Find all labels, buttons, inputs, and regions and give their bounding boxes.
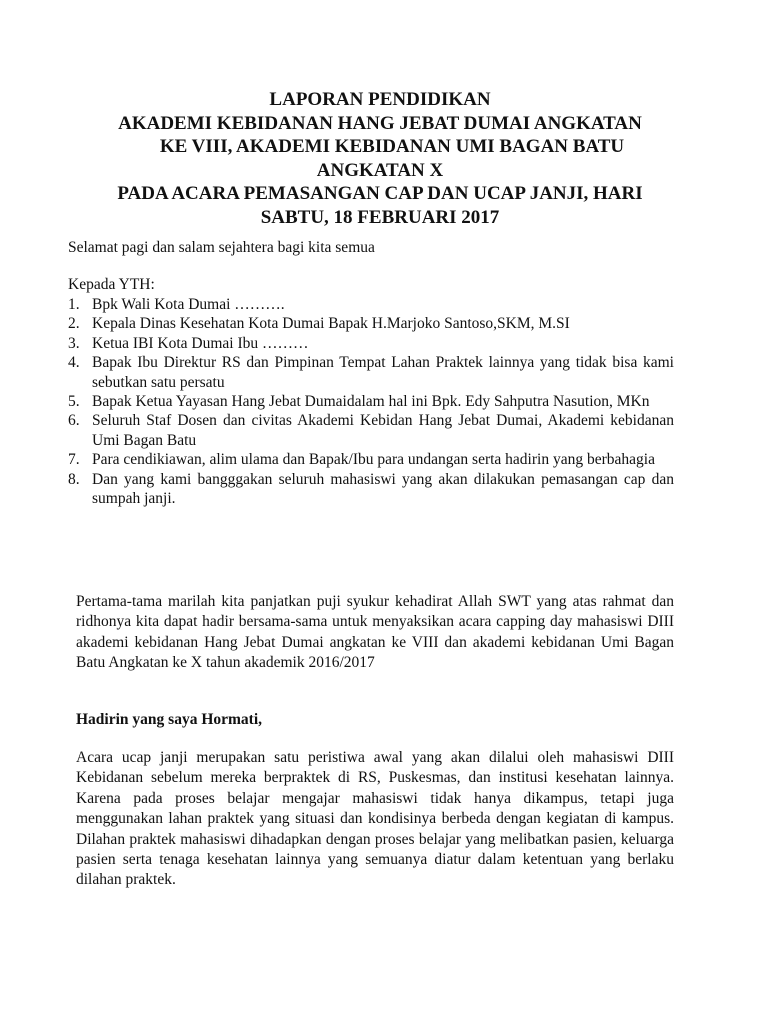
list-item-text: Seluruh Staf Dosen dan civitas Akademi Kebidan Hang Jebat Dumai, Akademi kebidanan Umi Bagan Batu [92,412,674,449]
title-line-4: ANGKATAN X [316,159,444,181]
list-item-text: Bapak Ketua Yayasan Hang Jebat Dumaidalam hal ini Bpk. Edy Sahputra Nasution, MKn [92,393,650,411]
list-item-text: Ketua IBI Kota Dumai Ibu ……… [92,334,309,352]
list-item [68,392,674,411]
list-item-text: Bapak Ibu Direktur RS dan Pimpinan Tempat Lahan Praktek lainnya yang tidak bisa kami sebutkan satu persatu [92,354,674,391]
title-line-2: AKADEMI KEBIDANAN HANG JEBAT DUMAI ANGKATAN [118,112,642,134]
list-number: 5. [68,393,80,411]
list-item-text: Dan yang kami bangggakan seluruh mahasiswi yang akan dilakukan pemasangan cap dan sumpah janji. [92,470,674,508]
list-item-text: Kepala Dinas Kesehatan Kota Dumai Bapak H.Marjoko Santoso,SKM, M.SI [92,315,570,333]
title-line-5: PADA ACARA PEMASANGAN CAP DAN UCAP JANJI, HARI [117,183,643,204]
greeting-text: Selamat pagi dan salam sejahtera bagi kita semua [68,239,375,256]
title-line-3: KE VIII, AKADEMI KEBIDANAN UMI BAGAN BATU [159,136,625,157]
title-line-1: LAPORAN PENDIDIKAN [269,89,491,110]
opening-paragraph: Pertama-tama marilah kita panjatkan puji syukur kehadirat Allah SWT yang atas rahmat dan ridhonya kita dapat hadir bersama-sama untuk menyaksikan acara capping day mahasiswi DIII akademi kebidanan Hang Jebat Dumai angkatan ke VIII dan akademi kebidanan Umi Bagan Batu Angkatan ke X tahun akademik 2016/2017 [76,593,674,672]
list-item [68,450,674,469]
list-number: 7. [68,451,80,469]
list-number: 1. [68,296,80,313]
title-line-6: SABTU, 18 FEBRUARI 2017 [260,206,500,228]
list-number: 3. [68,334,80,352]
list-number: 4. [68,354,80,372]
list-number: 8. [68,470,80,488]
list-number: 6. [68,412,80,430]
list-item [68,411,674,450]
list-item [68,470,674,509]
addressee-label: Kepada YTH: [68,276,155,293]
list-item [68,334,674,353]
list-item [68,353,674,392]
list-item [68,295,674,314]
list-number: 2. [68,315,80,333]
list-item [68,314,674,333]
list-item-text: Para cendikiawan, alim ulama dan Bapak/Ibu para undangan serta hadirin yang berbahagia [92,451,655,469]
recipient-list [68,295,674,508]
document-title [60,88,700,229]
body-paragraph: Acara ucap janji merupakan satu peristiwa awal yang akan dilalui oleh mahasiswi DIII Kebidanan sebelum mereka berpraktek di RS, Puskesmas, dan institusi kesehatan lainnya. Karena pada proses belajar mengajar mahasiswi tidak hanya dikampus, tetapi juga menggunakan lahan praktek yang situasi dan kondisinya berbeda dengan kegiatan di kampus. Dilahan praktek mahasiswi dihadapkan dengan proses belajar yang melibatkan pasien, keluarga pasien serta tenaga kesehatan lainnya yang semuanya diatur dalam ketentuan yang berlaku dilahan praktek. [76,749,674,889]
list-item-text: Bpk Wali Kota Dumai ………. [92,296,285,313]
section-heading: Hadirin yang saya Hormati, [76,711,263,728]
